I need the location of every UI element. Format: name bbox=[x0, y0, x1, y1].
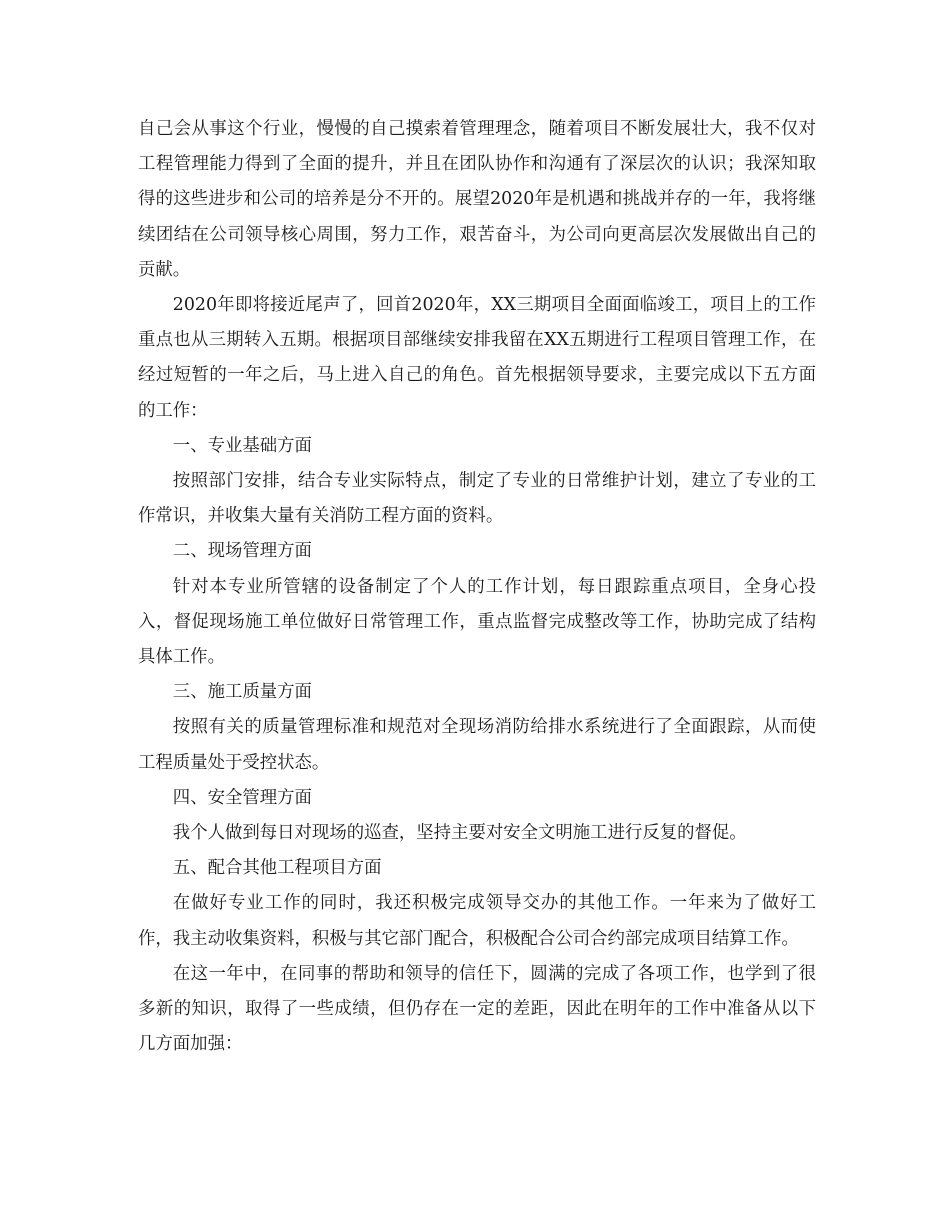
paragraph-section-2: 针对本专业所管辖的设备制定了个人的工作计划，每日跟踪重点项目，全身心投入，督促现场施工单位做好日常管理工作，重点监督完成整改等工作，协助完成了结构具体工作。 bbox=[138, 576, 816, 668]
section-heading-2: 二、现场管理方面 bbox=[172, 541, 312, 562]
paragraph-section-1: 按照部门安排，结合专业实际特点，制定了专业的日常维护计划，建立了专业的工作常识，并收集大量有关消防工程方面的资料。 bbox=[138, 471, 816, 527]
section-heading-4: 四、安全管理方面 bbox=[172, 787, 312, 808]
document-body bbox=[138, 112, 816, 1062]
section-heading-5: 五、配合其他工程项目方面 bbox=[172, 858, 382, 879]
paragraph-conclusion: 在这一年中，在同事的帮助和领导的信任下，圆满的完成了各项工作，也学到了很多新的知识，取得了一些成绩，但仍存在一定的差距，因此在明年的工作中准备从以下几方面加强： bbox=[138, 963, 816, 1055]
paragraph-section-4: 我个人做到每日对现场的巡查，坚持主要对安全文明施工进行反复的督促。 bbox=[172, 823, 747, 844]
paragraph-section-5: 在做好专业工作的同时，我还积极完成领导交办的其他工作。一年来为了做好工作，我主动收集资料，积极与其它部门配合，积极配合公司合约部完成项目结算工作。 bbox=[138, 893, 816, 949]
paragraph-overview: 2020年即将接近尾声了，回首2020年，XX三期项目全面面临竣工，项目上的工作重点也从三期转入五期。根据项目部继续安排我留在XX五期进行工程项目管理工作，在经过短暂的一年之后，马上进入自己的角色。首先根据领导要求，主要完成以下五方面的工作： bbox=[138, 295, 816, 421]
paragraph-intro: 自己会从事这个行业，慢慢的自己摸索着管理理念，随着项目不断发展壮大，我不仅对工程管理能力得到了全面的提升，并且在团队协作和沟通有了深层次的认识；我深知取得的这些进步和公司的培养是分不开的。展望2020年是机遇和挑战并存的一年，我将继续团结在公司领导核心周围，努力工作，艰苦奋斗，为公司向更高层次发展做出自己的贡献。 bbox=[138, 119, 816, 280]
paragraph-section-3: 按照有关的质量管理标准和规范对全现场消防给排水系统进行了全面跟踪，从而使工程质量处于受控状态。 bbox=[138, 717, 816, 773]
section-heading-1: 一、专业基础方面 bbox=[172, 435, 312, 456]
section-heading-3: 三、施工质量方面 bbox=[172, 682, 312, 703]
